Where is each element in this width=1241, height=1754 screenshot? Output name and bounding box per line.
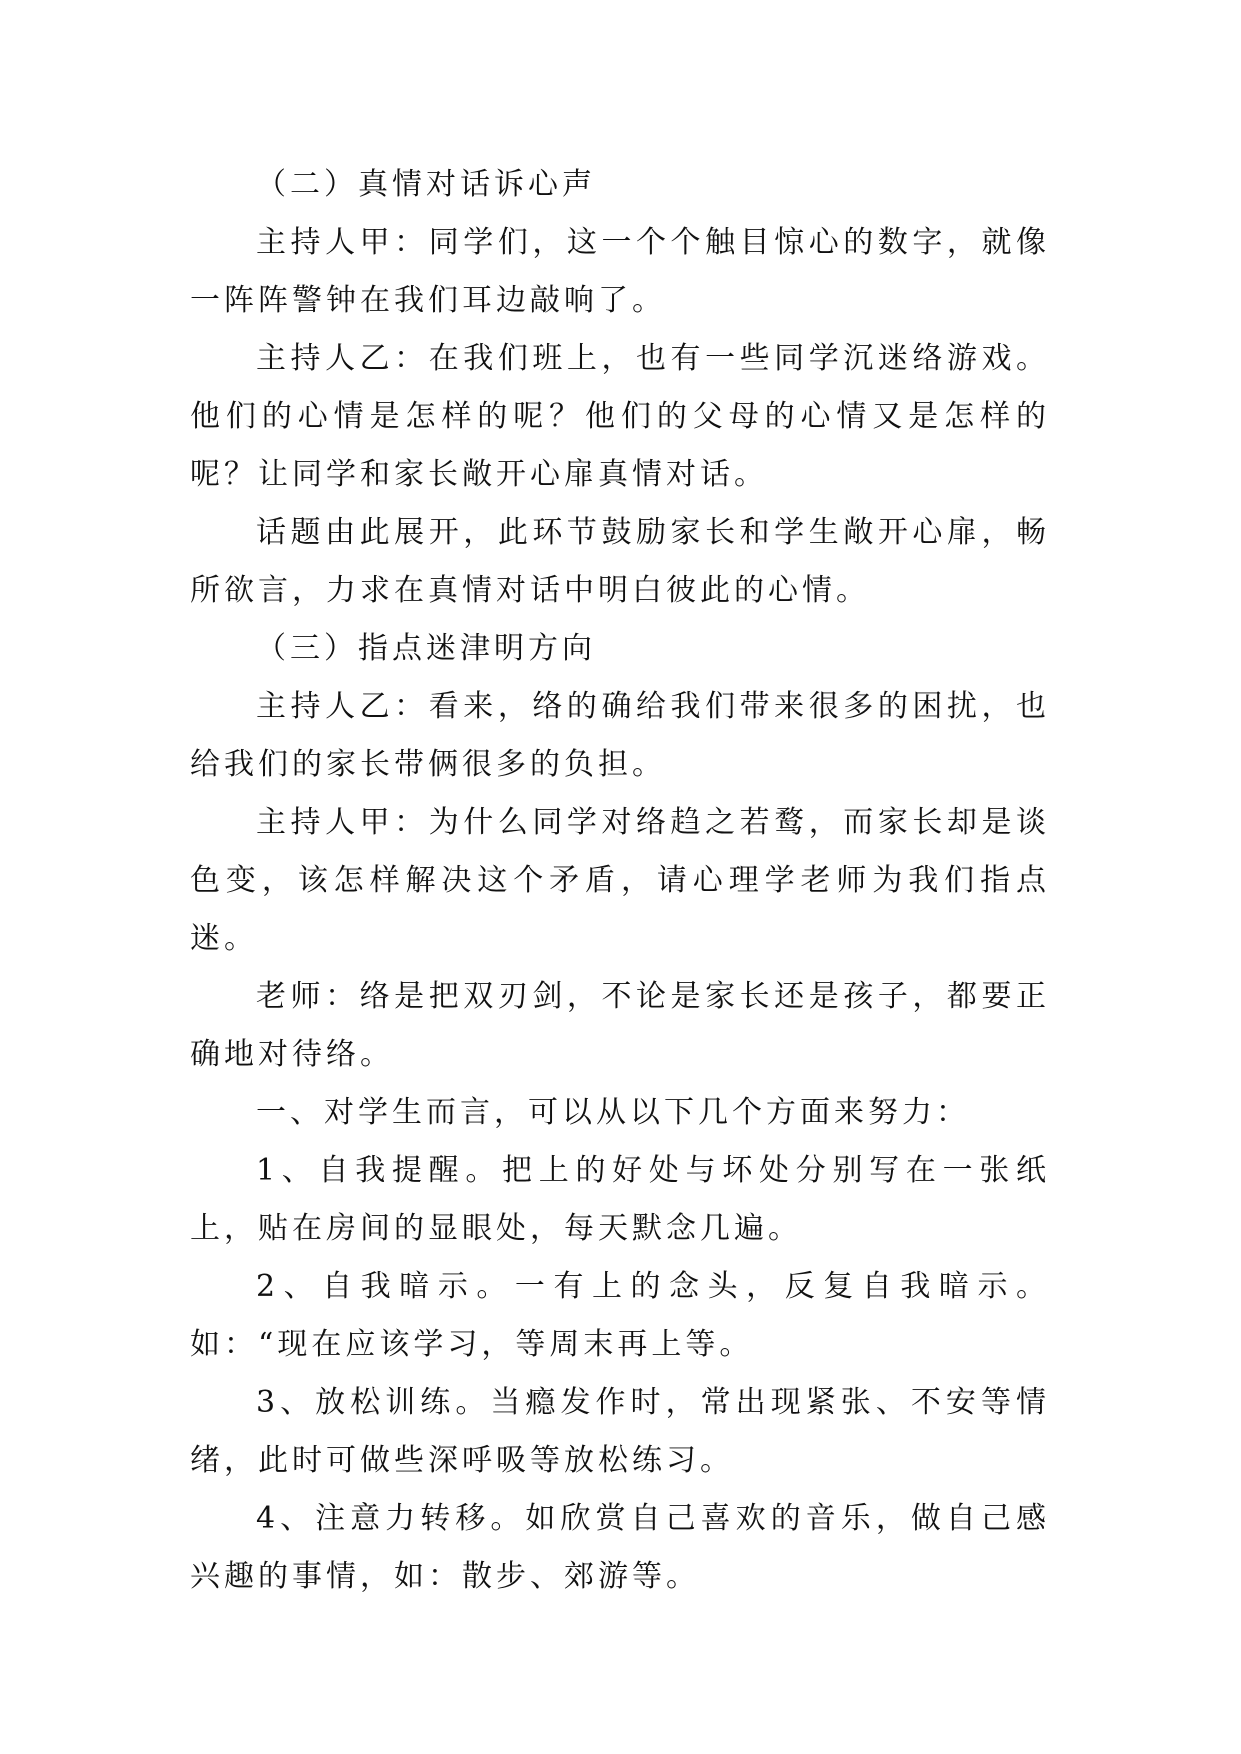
list-item-3: 3、放松训练。当瘾发作时，常出现紧张、不安等情绪，此时可做些深呼吸等放松练习。 (190, 1385, 1050, 1478)
paragraph-host-a-1: 主持人甲：同学们，这一个个触目惊心的数字，就像一阵阵警钟在我们耳边敲响了。 (190, 225, 1050, 318)
paragraph-host-a-2: 主持人甲：为什么同学对络趋之若鹜，而家长却是谈色变，该怎样解决这个矛盾，请心理学老师为我们指点迷。 (190, 805, 1050, 956)
list-item-1: 1、自我提醒。把上的好处与坏处分别写在一张纸上，贴在房间的显眼处，每天默念几遍。 (190, 1153, 1050, 1246)
section-heading-two: （二）真情对话诉心声 (256, 167, 596, 202)
section-heading-three: （三）指点迷津明方向 (256, 631, 596, 666)
paragraph-host-b-1: 主持人乙：在我们班上，也有一些同学沉迷络游戏。他们的心情是怎样的呢？他们的父母的心情又是怎样的呢？让同学和家长敞开心扉真情对话。 (190, 341, 1050, 492)
paragraph-teacher: 老师：络是把双刃剑，不论是家长还是孩子，都要正确地对待络。 (190, 979, 1050, 1072)
paragraph-students-intro: 一、对学生而言，可以从以下几个方面来努力： (256, 1095, 970, 1130)
paragraph-topic: 话题由此展开，此环节鼓励家长和学生敞开心扉，畅所欲言，力求在真情对话中明白彼此的心情。 (190, 515, 1050, 608)
paragraph-host-b-2: 主持人乙：看来，络的确给我们带来很多的困扰，也给我们的家长带俩很多的负担。 (190, 689, 1050, 782)
document-body (190, 156, 1050, 1606)
list-item-4: 4、注意力转移。如欣赏自己喜欢的音乐，做自己感兴趣的事情，如：散步、郊游等。 (190, 1501, 1050, 1594)
list-item-2: 2、自我暗示。一有上的念头，反复自我暗示。如：“现在应该学习，等周末再上等。 (190, 1269, 1050, 1362)
